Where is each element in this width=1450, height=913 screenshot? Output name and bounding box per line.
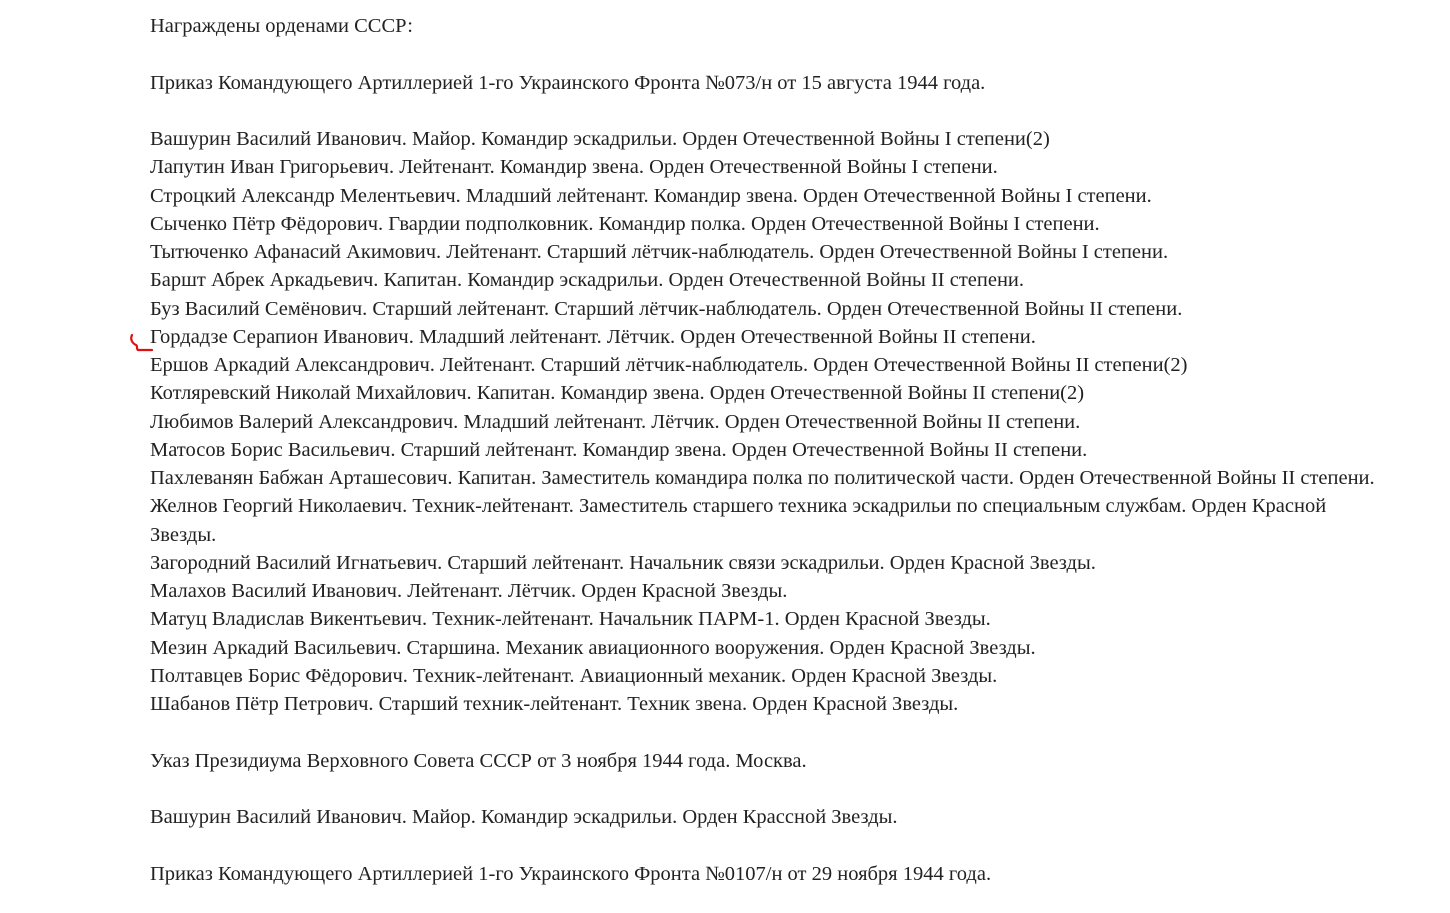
list-item: Ершов Аркадий Александрович. Лейтенант. Старший лётчик-наблюдатель. Орден Отечественной Войны II степени(2) bbox=[150, 354, 1188, 376]
blank-line bbox=[150, 40, 1395, 68]
list-item: Вашурин Василий Иванович. Майор. Командир эскадрильи. Орден Отечественной Войны I степени(2) bbox=[150, 128, 1050, 150]
list-item: Вашурин Василий Иванович. Майор. Командир эскадрильи. Орден Крассной Звезды. bbox=[150, 806, 898, 828]
document-body bbox=[150, 12, 1395, 888]
list-item: Желнов Георгий Николаевич. Техник-лейтенант. Заместитель старшего техника эскадрильи по специальным службам. Орден Красной Звезды. bbox=[150, 495, 1327, 546]
list-item: Любимов Валерий Александрович. Младший лейтенант. Лётчик. Орден Отечественной Войны II степени. bbox=[150, 410, 1081, 433]
blank-line bbox=[150, 718, 1395, 746]
list-item: Полтавцев Борис Фёдорович. Техник-лейтенант. Авиационный механик. Орден Красной Звезды. bbox=[150, 664, 998, 687]
order-title-073: Приказ Командующего Артиллерией 1-го Украинского Фронта №073/н от 15 августа 1944 года. bbox=[150, 71, 986, 94]
blank-line bbox=[150, 831, 1395, 859]
list-item: Матосов Борис Васильевич. Старший лейтенант. Командир звена. Орден Отечественной Войны II степени. bbox=[150, 438, 1088, 461]
document-heading: Награждены орденами СССР: bbox=[150, 15, 413, 37]
list-item: Пахлеванян Бабжан Арташесович. Капитан. Заместитель командира полка по политической части. Орден Отечественной Войны II степени. bbox=[150, 467, 1375, 489]
list-item: Лапутин Иван Григорьевич. Лейтенант. Командир звена. Орден Отечественной Войны I степени. bbox=[150, 156, 998, 179]
list-item: Гордадзе Серапион Иванович. Младший лейтенант. Лётчик. Орден Отечественной Войны II степени. bbox=[150, 325, 1036, 348]
blank-line bbox=[150, 97, 1395, 125]
list-item: Буз Василий Семёнович. Старший лейтенант. Старший лётчик-наблюдатель. Орден Отечественной Войны II степени. bbox=[150, 297, 1183, 320]
list-item: Малахов Василий Иванович. Лейтенант. Лётчик. Орден Красной Звезды. bbox=[150, 580, 788, 602]
list-item: Матуц Владислав Викентьевич. Техник-лейтенант. Начальник ПАРМ-1. Орден Красной Звезды. bbox=[150, 608, 991, 631]
list-item: Мезин Аркадий Васильевич. Старшина. Механик авиационного вооружения. Орден Красной Звезды. bbox=[150, 636, 1036, 659]
list-item: Шабанов Пётр Петрович. Старший техник-лейтенант. Техник звена. Орден Красной Звезды. bbox=[150, 693, 959, 715]
award-list-073 bbox=[150, 125, 1395, 718]
list-item: Загородний Василий Игнатьевич. Старший лейтенант. Начальник связи эскадрильи. Орден Красной Звезды. bbox=[150, 551, 1096, 574]
order-title-0107: Приказ Командующего Артиллерией 1-го Украинского Фронта №0107/н от 29 ноября 1944 года. bbox=[150, 862, 992, 885]
list-item: Тытюченко Афанасий Акимович. Лейтенант. Старший лётчик-наблюдатель. Орден Отечественной Войны I степени. bbox=[150, 241, 1169, 263]
decree-title: Указ Президиума Верховного Совета СССР от 3 ноября 1944 года. Москва. bbox=[150, 749, 807, 772]
blank-line bbox=[150, 775, 1395, 803]
list-item: Сыченко Пётр Фёдорович. Гвардии подполковник. Командир полка. Орден Отечественной Войны I степени. bbox=[150, 212, 1100, 235]
list-item: Баршт Абрек Аркадьевич. Капитан. Командир эскадрильи. Орден Отечественной Войны II степени. bbox=[150, 269, 1025, 292]
list-item: Строцкий Александр Мелентьевич. Младший лейтенант. Командир звена. Орден Отечественной Войны I степени. bbox=[150, 184, 1152, 207]
list-item: Котляревский Николай Михайлович. Капитан. Командир звена. Орден Отечественной Войны II степени(2) bbox=[150, 382, 1085, 405]
